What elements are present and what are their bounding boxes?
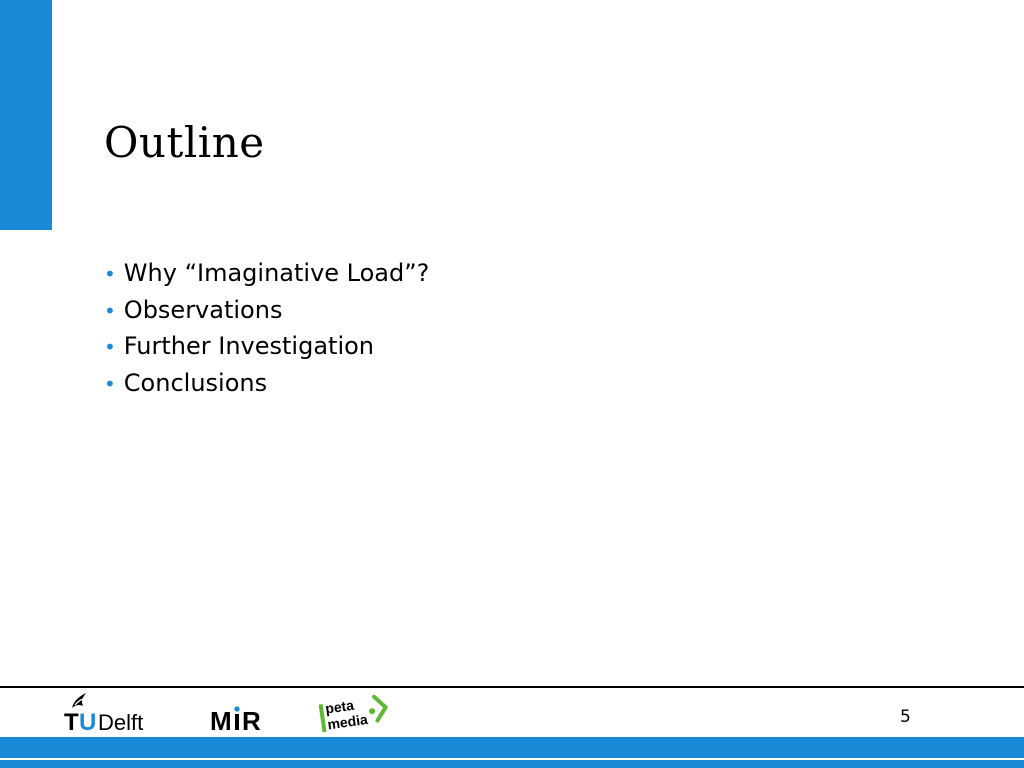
tu-delft-logo — [62, 690, 166, 734]
tu-letter-t: T — [64, 709, 79, 734]
footer-divider — [0, 686, 1024, 688]
list-item-text: Further Investigation — [123, 332, 375, 360]
delft-text: Delft — [98, 710, 144, 734]
svg-text:R: R — [242, 706, 261, 734]
list-item — [104, 329, 429, 366]
svg-text:M: M — [210, 706, 232, 734]
list-item — [104, 293, 429, 330]
bullet-icon: • — [104, 335, 116, 359]
mir-logo — [208, 700, 272, 734]
page-number: 5 — [900, 707, 911, 727]
footer-band — [0, 737, 1024, 758]
list-item-text: Why “Imaginative Load”? — [123, 259, 430, 287]
slide-title: Outline — [104, 118, 265, 167]
list-item — [104, 256, 429, 293]
footer-band-lower — [0, 760, 1024, 768]
tu-letter-u: U — [79, 709, 97, 734]
svg-text:media: media — [326, 710, 369, 733]
accent-side-bar — [0, 0, 52, 230]
outline-list — [104, 256, 429, 402]
bullet-icon: • — [104, 371, 116, 396]
bullet-icon: • — [104, 262, 116, 286]
list-item-text: Observations — [123, 295, 283, 324]
svg-text:peta: peta — [324, 696, 355, 717]
list-item-text: Conclusions — [123, 368, 268, 397]
bullet-icon: • — [104, 298, 116, 323]
list-item — [104, 366, 429, 403]
petamedia-logo — [316, 690, 388, 734]
